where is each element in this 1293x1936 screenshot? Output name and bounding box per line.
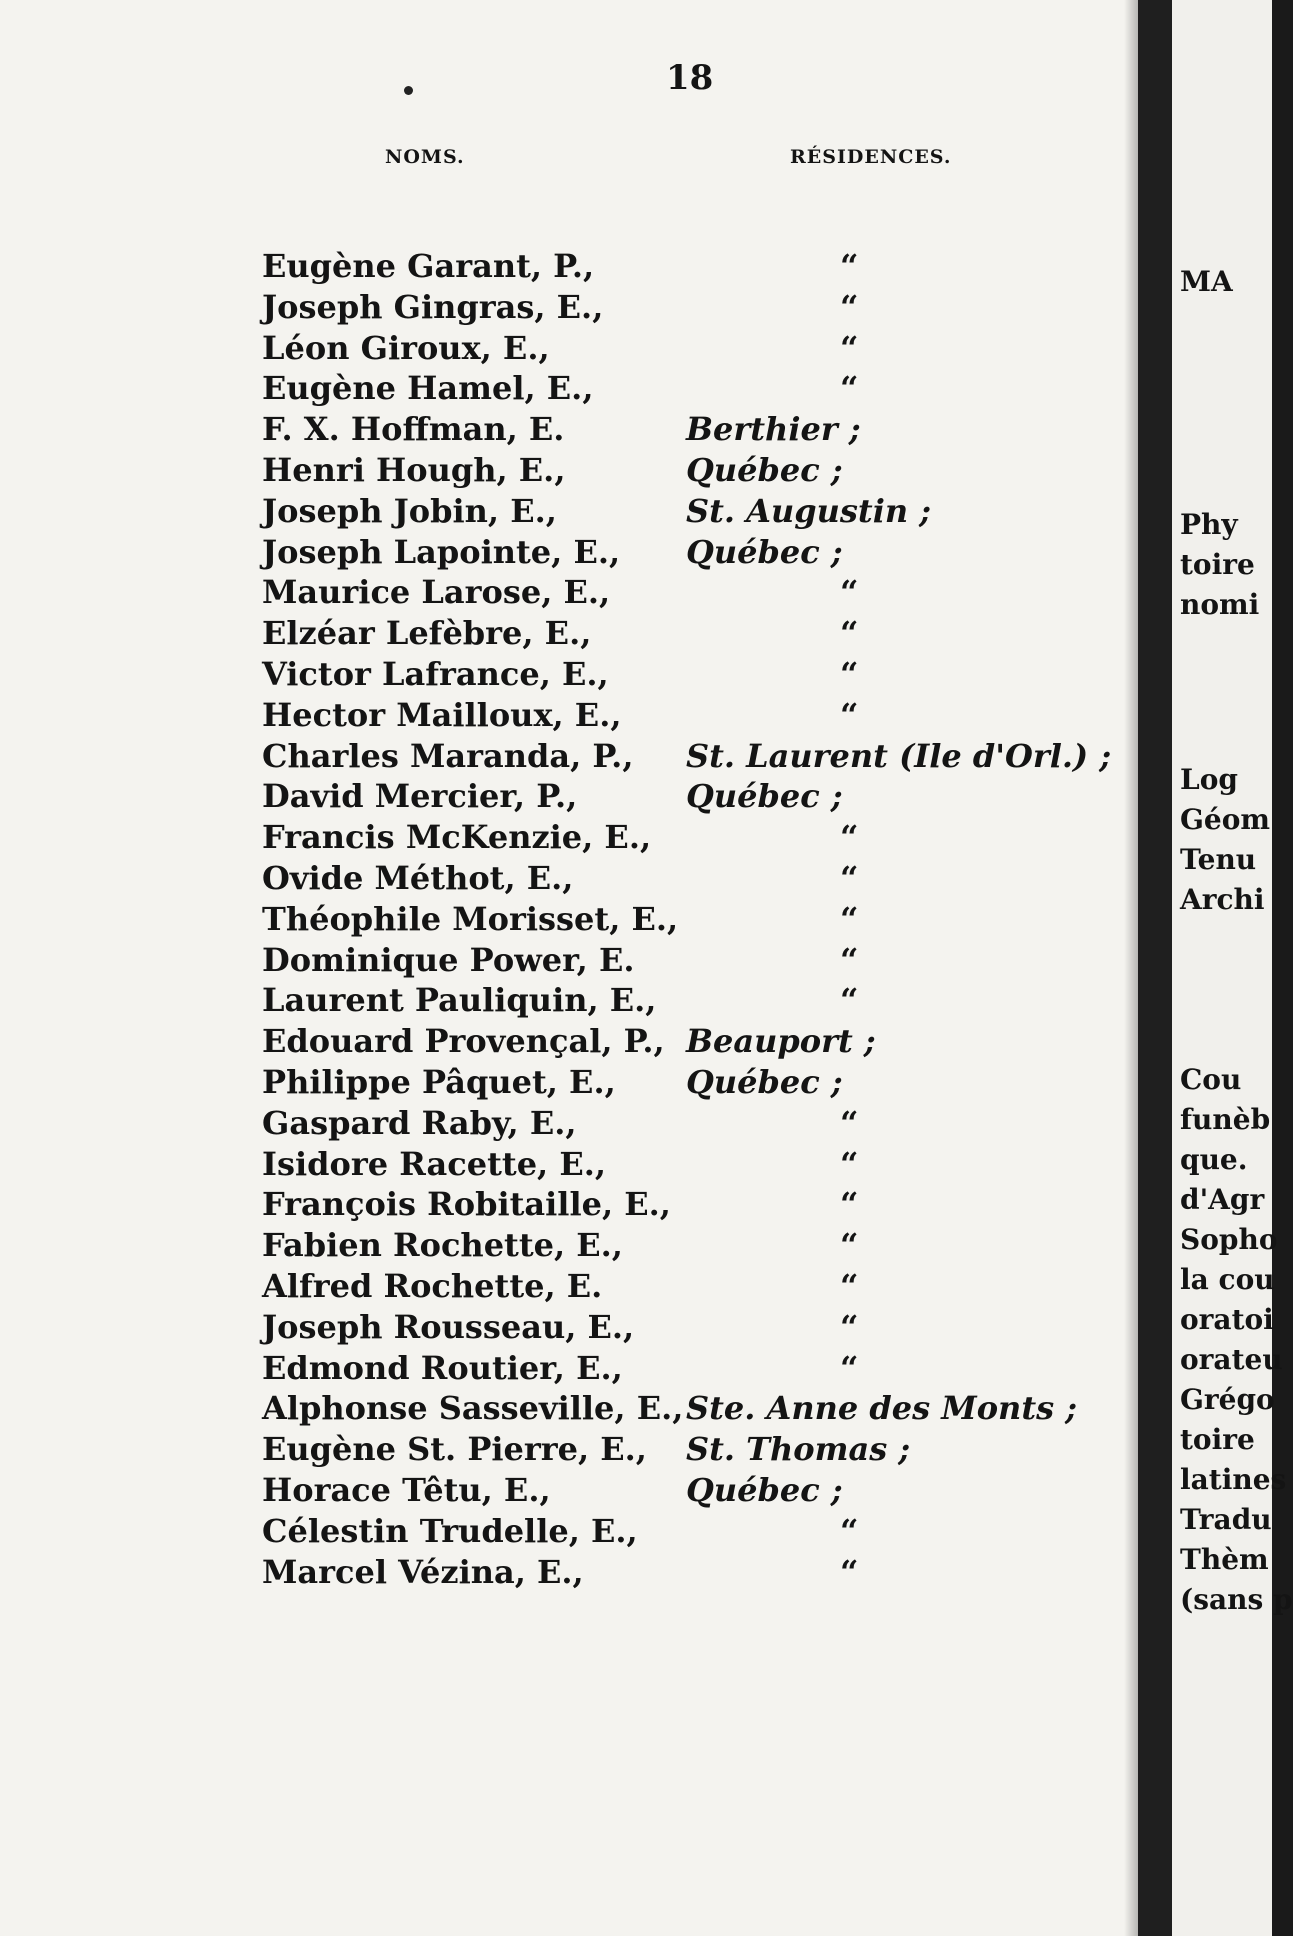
facing-page-fragment: toire [1180, 1423, 1255, 1456]
student-name: Hector Mailloux, E., [262, 695, 622, 734]
student-name: Alfred Rochette, E. [262, 1266, 603, 1305]
student-name: Joseph Lapointe, E., [262, 532, 621, 571]
ditto-mark: “ [840, 1144, 859, 1183]
facing-page-fragment: funèb [1180, 1103, 1271, 1136]
ditto-mark: “ [840, 818, 859, 857]
student-name: Célestin Trudelle, E., [262, 1511, 638, 1550]
student-name: Henri Hough, E., [262, 450, 566, 489]
list-item [0, 736, 1138, 777]
facing-page-fragment: latines [1180, 1463, 1287, 1496]
student-name: Alphonse Sasseville, E., [262, 1389, 684, 1428]
student-name: Isidore Racette, E., [262, 1144, 606, 1183]
student-name: F. X. Hoffman, E. [262, 410, 565, 449]
list-item [0, 246, 1138, 287]
list-item [0, 1470, 1138, 1511]
list-item [0, 368, 1138, 409]
list-item [0, 450, 1138, 491]
student-name: Edouard Provençal, P., [262, 1022, 665, 1061]
facing-page-fragment: orateu [1180, 1343, 1283, 1376]
facing-page-edge [1172, 0, 1293, 1936]
list-item [0, 899, 1138, 940]
facing-page-fragment: Géom [1180, 803, 1271, 836]
student-name: Eugène Hamel, E., [262, 369, 594, 408]
student-name: Théophile Morisset, E., [262, 899, 679, 938]
book-gutter [1138, 0, 1172, 1936]
list-item [0, 409, 1138, 450]
facing-page-fragment: nomi [1180, 588, 1260, 621]
facing-page-fragment: Tenu [1180, 843, 1257, 876]
student-residence: Berthier ; [686, 410, 861, 449]
ditto-mark: “ [840, 614, 859, 653]
student-residence: Québec ; [686, 532, 843, 571]
student-name: Ovide Méthot, E., [262, 858, 574, 897]
list-item [0, 654, 1138, 695]
ditto-mark: “ [840, 1226, 859, 1265]
ditto-mark: “ [840, 1185, 859, 1224]
header-names: NOMS. [385, 146, 465, 168]
ditto-mark: “ [840, 899, 859, 938]
ditto-mark: “ [840, 1307, 859, 1346]
facing-page-fragment: Tradu [1180, 1503, 1272, 1536]
list-item [0, 491, 1138, 532]
list-item [0, 1388, 1138, 1429]
facing-page-fragment: que. [1180, 1143, 1248, 1176]
ink-dot [404, 86, 413, 95]
header-residences: RÉSIDENCES. [790, 146, 952, 168]
student-residence: Beauport ; [686, 1022, 876, 1061]
list-item [0, 1184, 1138, 1225]
student-residence: Québec ; [686, 777, 843, 816]
list-item [0, 572, 1138, 613]
list-item [0, 817, 1138, 858]
facing-page-fragment: Grégo [1180, 1383, 1275, 1416]
ditto-mark: “ [840, 328, 859, 367]
student-residence: St. Thomas ; [686, 1430, 911, 1469]
page-number: 18 [666, 58, 714, 98]
ditto-mark: “ [840, 858, 859, 897]
ditto-mark: “ [840, 1103, 859, 1142]
list-item [0, 1266, 1138, 1307]
facing-page-fragment: Phy [1180, 508, 1238, 541]
student-name: Victor Lafrance, E., [262, 654, 609, 693]
list-item [0, 940, 1138, 981]
list-item [0, 1144, 1138, 1185]
student-name: Joseph Rousseau, E., [262, 1307, 635, 1346]
facing-page-fragment: (sans p [1180, 1583, 1293, 1616]
list-item [0, 1511, 1138, 1552]
student-residence: Ste. Anne des Monts ; [686, 1389, 1078, 1428]
list-item [0, 1021, 1138, 1062]
facing-page-fragment: la cou [1180, 1263, 1275, 1296]
student-name: Fabien Rochette, E., [262, 1226, 623, 1265]
list-item [0, 287, 1138, 328]
ditto-mark: “ [840, 1266, 859, 1305]
list-item [0, 613, 1138, 654]
ditto-mark: “ [840, 369, 859, 408]
ditto-mark: “ [840, 940, 859, 979]
facing-page-fragment: MA [1180, 265, 1233, 298]
ditto-mark: “ [840, 573, 859, 612]
student-name: Horace Têtu, E., [262, 1470, 551, 1509]
student-name: David Mercier, P., [262, 777, 578, 816]
student-name: Joseph Gingras, E., [262, 287, 604, 326]
list-item [0, 695, 1138, 736]
student-list [0, 246, 1138, 1592]
student-name: Dominique Power, E. [262, 940, 635, 979]
ditto-mark: “ [840, 1511, 859, 1550]
list-item [0, 1103, 1138, 1144]
list-item [0, 1348, 1138, 1389]
list-item [0, 858, 1138, 899]
student-residence: St. Laurent (Ile d'Orl.) ; [686, 736, 1112, 775]
facing-page-fragment: Log [1180, 763, 1238, 796]
student-name: Eugène St. Pierre, E., [262, 1430, 647, 1469]
list-item [0, 980, 1138, 1021]
student-name: François Robitaille, E., [262, 1185, 671, 1224]
list-item [0, 532, 1138, 573]
list-item [0, 1307, 1138, 1348]
student-name: Eugène Garant, P., [262, 247, 595, 285]
ditto-mark: “ [840, 1348, 859, 1387]
facing-page-fragment: oratoi [1180, 1303, 1274, 1336]
student-name: Edmond Routier, E., [262, 1348, 623, 1387]
facing-page-fragment: Cou [1180, 1063, 1242, 1096]
student-residence: Québec ; [686, 450, 843, 489]
list-item [0, 1429, 1138, 1470]
ditto-mark: “ [840, 1552, 859, 1591]
student-residence: Québec ; [686, 1062, 843, 1101]
student-name: Philippe Pâquet, E., [262, 1062, 616, 1101]
list-item [0, 1062, 1138, 1103]
student-name: Maurice Larose, E., [262, 573, 611, 612]
list-item [0, 776, 1138, 817]
ditto-mark: “ [840, 247, 859, 285]
ditto-mark: “ [840, 287, 859, 326]
student-name: Joseph Jobin, E., [262, 491, 557, 530]
ditto-mark: “ [840, 695, 859, 734]
facing-page-fragment: d'Agr [1180, 1183, 1265, 1216]
list-item [0, 1552, 1138, 1593]
student-name: Charles Maranda, P., [262, 736, 634, 775]
facing-page-fragment: toire [1180, 548, 1255, 581]
student-name: Laurent Pauliquin, E., [262, 981, 657, 1020]
ditto-mark: “ [840, 654, 859, 693]
facing-page-fragment: Thèm [1180, 1543, 1269, 1576]
student-residence: Québec ; [686, 1470, 843, 1509]
student-name: Francis McKenzie, E., [262, 818, 652, 857]
student-name: Léon Giroux, E., [262, 328, 550, 367]
ditto-mark: “ [840, 981, 859, 1020]
student-name: Gaspard Raby, E., [262, 1103, 577, 1142]
student-name: Marcel Vézina, E., [262, 1552, 584, 1591]
list-item [0, 328, 1138, 369]
facing-page-fragment: Sopho [1180, 1223, 1278, 1256]
list-item [0, 1225, 1138, 1266]
student-residence: St. Augustin ; [686, 491, 932, 530]
student-name: Elzéar Lefèbre, E., [262, 614, 592, 653]
facing-page-fragment: Archi [1180, 883, 1265, 916]
